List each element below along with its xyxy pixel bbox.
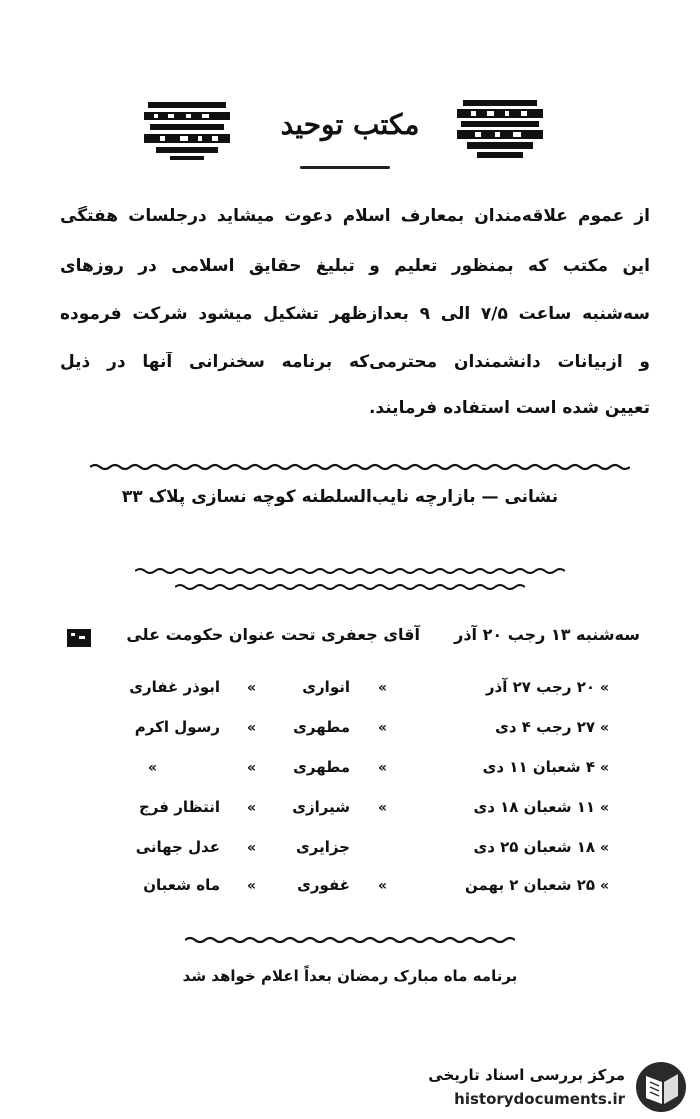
wavy-divider bbox=[135, 566, 565, 576]
row-date: ۱۸ شعبان ۲۵ دی bbox=[473, 838, 595, 856]
ditto-mark: « bbox=[378, 680, 388, 696]
row-speaker: مطهری bbox=[293, 718, 350, 736]
ditto-mark: « bbox=[378, 800, 388, 816]
ditto-mark: « bbox=[378, 878, 388, 894]
ditto-mark: « bbox=[247, 878, 257, 894]
title-underline bbox=[300, 166, 390, 169]
ditto-mark: « bbox=[600, 878, 610, 894]
wavy-divider bbox=[90, 462, 630, 472]
row-date: ۴ شعبان ۱۱ دی bbox=[482, 758, 595, 776]
ditto-mark: « bbox=[247, 760, 257, 776]
row-topic: انتظار فرج bbox=[139, 798, 220, 816]
ditto-mark: « bbox=[600, 720, 610, 736]
ditto-mark: « bbox=[148, 760, 158, 776]
row-date: ۲۵ شعبان ۲ بهمن bbox=[464, 876, 595, 894]
wavy-divider bbox=[175, 582, 525, 592]
paragraph-line: و ازبیانات دانشمندان محترمی‌که برنامه سخنرانی آنها در ذیل bbox=[60, 352, 650, 372]
row-topic: عدل جهانی bbox=[135, 838, 220, 856]
row-date: ۲۷ رجب ۴ دی bbox=[495, 718, 595, 736]
row-speaker: شیرازی bbox=[292, 798, 350, 816]
seal-stamp-right bbox=[453, 98, 547, 162]
ditto-mark: « bbox=[247, 680, 257, 696]
ditto-mark: « bbox=[247, 800, 257, 816]
paragraph-line: تعیین شده است استفاده فرمایند. bbox=[368, 398, 650, 418]
row-topic: ماه شعبان bbox=[143, 876, 220, 894]
watermark-url[interactable]: historydocuments.ir bbox=[454, 1090, 625, 1108]
ditto-mark: « bbox=[600, 680, 610, 696]
schedule-header-speaker: آقای جعفری تحت عنوان حکومت علی bbox=[126, 625, 420, 644]
schedule-header-date: سه‌شنبه ۱۳ رجب ۲۰ آذر bbox=[454, 625, 640, 644]
ditto-mark: « bbox=[378, 760, 388, 776]
ditto-mark: « bbox=[247, 720, 257, 736]
ditto-mark: « bbox=[600, 840, 610, 856]
seal-stamp-left bbox=[140, 98, 234, 162]
row-speaker: جزایری bbox=[296, 838, 350, 856]
ditto-mark: « bbox=[247, 840, 257, 856]
ditto-mark: « bbox=[378, 720, 388, 736]
paragraph-line: سه‌شنبه ساعت ۷/۵ الی ۹ بعدازظهر تشکیل میشود شرکت فرموده bbox=[60, 304, 650, 324]
document-title: مکتب توحید bbox=[280, 108, 420, 141]
watermark-name: مرکز بررسی اسناد تاریخی bbox=[428, 1066, 625, 1084]
paragraph-line: این مکتب که بمنظور تعلیم و تبلیغ حقایق اسلامی در روزهای bbox=[60, 256, 650, 276]
book-icon bbox=[632, 1060, 690, 1114]
ditto-mark: « bbox=[600, 800, 610, 816]
ditto-mark: « bbox=[600, 760, 610, 776]
row-date: ۲۰ رجب ۲۷ آذر bbox=[485, 678, 595, 696]
row-speaker: انواری bbox=[302, 678, 350, 696]
wavy-divider bbox=[185, 935, 515, 945]
row-speaker: غفوری bbox=[297, 876, 350, 894]
row-topic: رسول اکرم bbox=[134, 718, 220, 736]
row-speaker: مطهری bbox=[293, 758, 350, 776]
footer-note: برنامه ماه مبارک رمضان بعداً اعلام خواهد شد bbox=[182, 967, 518, 985]
paragraph-line: از عموم علاقه‌مندان بمعارف اسلام دعوت میشاید درجلسات هفتگی bbox=[60, 206, 650, 226]
row-topic: ابوذر غفاری bbox=[129, 678, 220, 696]
highlight-mark bbox=[66, 627, 92, 649]
row-date: ۱۱ شعبان ۱۸ دی bbox=[473, 798, 595, 816]
address-line: نشانی — بازارچه نایب‌السلطنه کوچه نسازی پلاک ۳۳ bbox=[121, 487, 559, 507]
